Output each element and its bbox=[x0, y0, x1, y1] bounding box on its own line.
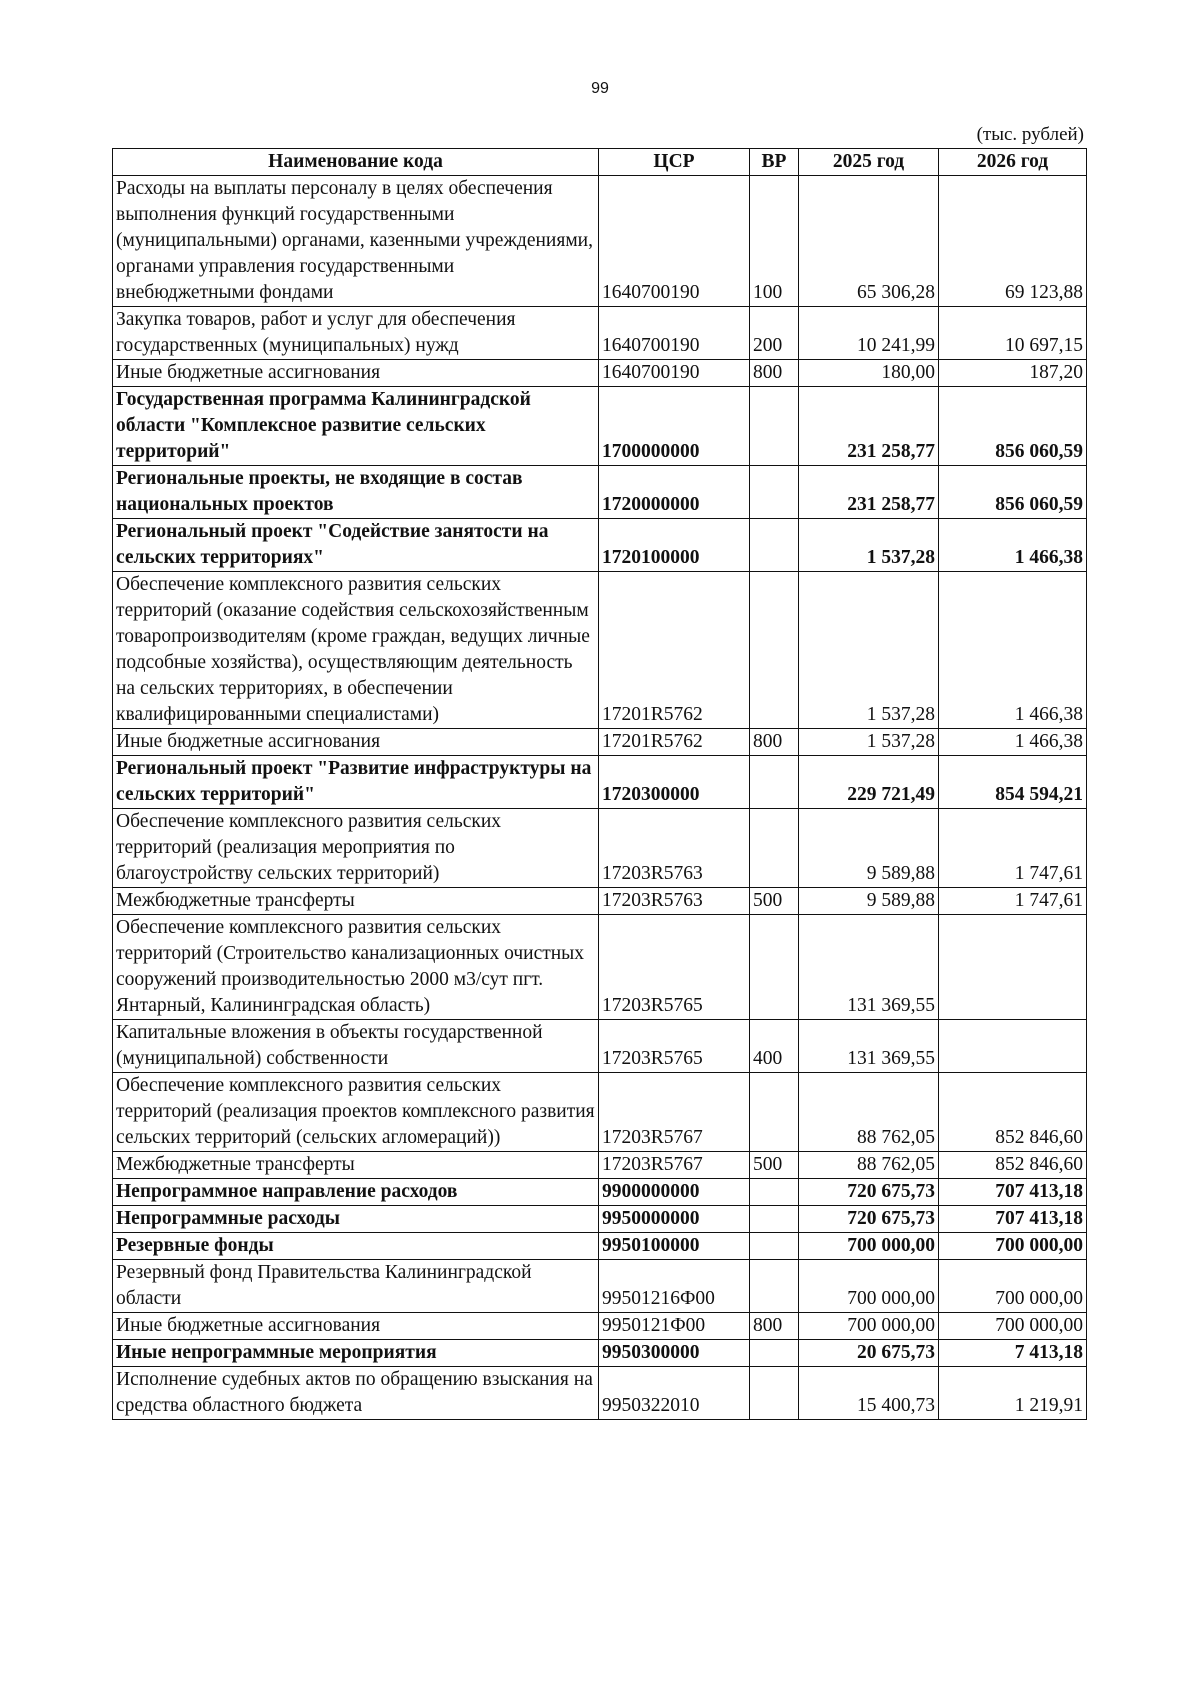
row-vr: 800 bbox=[750, 729, 799, 756]
table-row bbox=[113, 176, 1087, 307]
table-row-program bbox=[113, 387, 1087, 466]
table-row-program bbox=[113, 1233, 1087, 1260]
row-vr bbox=[750, 572, 799, 729]
row-csr: 17203R5767 bbox=[599, 1152, 750, 1179]
row-vr bbox=[750, 1260, 799, 1313]
row-2026: 852 846,60 bbox=[939, 1073, 1087, 1152]
row-vr: 800 bbox=[750, 360, 799, 387]
row-2025: 131 369,55 bbox=[799, 1020, 939, 1073]
row-2025: 1 537,28 bbox=[799, 519, 939, 572]
row-2025: 700 000,00 bbox=[799, 1313, 939, 1340]
row-2025: 9 589,88 bbox=[799, 888, 939, 915]
row-2026: 1 747,61 bbox=[939, 888, 1087, 915]
row-name: Иные бюджетные ассигнования bbox=[113, 1313, 599, 1340]
row-name: Непрограммные расходы bbox=[113, 1206, 599, 1233]
row-name: Межбюджетные трансферты bbox=[113, 888, 599, 915]
row-2025: 700 000,00 bbox=[799, 1233, 939, 1260]
row-csr: 17203R5767 bbox=[599, 1073, 750, 1152]
row-2026 bbox=[939, 1020, 1087, 1073]
row-2026: 7 413,18 bbox=[939, 1340, 1087, 1367]
row-2025: 15 400,73 bbox=[799, 1367, 939, 1420]
row-vr bbox=[750, 915, 799, 1020]
row-csr: 9950300000 bbox=[599, 1340, 750, 1367]
row-csr: 17203R5765 bbox=[599, 1020, 750, 1073]
row-csr: 1720000000 bbox=[599, 466, 750, 519]
table-row-program bbox=[113, 1206, 1087, 1233]
row-vr bbox=[750, 1340, 799, 1367]
row-2026: 707 413,18 bbox=[939, 1179, 1087, 1206]
row-2025: 1 537,28 bbox=[799, 729, 939, 756]
row-2025: 10 241,99 bbox=[799, 307, 939, 360]
row-vr bbox=[750, 1233, 799, 1260]
row-2026: 700 000,00 bbox=[939, 1233, 1087, 1260]
row-vr: 500 bbox=[750, 1152, 799, 1179]
row-name: Иные бюджетные ассигнования bbox=[113, 729, 599, 756]
row-vr bbox=[750, 809, 799, 888]
row-2026: 10 697,15 bbox=[939, 307, 1087, 360]
row-2026: 852 846,60 bbox=[939, 1152, 1087, 1179]
row-2025: 180,00 bbox=[799, 360, 939, 387]
row-2025: 229 721,49 bbox=[799, 756, 939, 809]
row-2025: 1 537,28 bbox=[799, 572, 939, 729]
row-2026: 700 000,00 bbox=[939, 1313, 1087, 1340]
row-csr: 17203R5763 bbox=[599, 888, 750, 915]
row-vr bbox=[750, 466, 799, 519]
row-name: Обеспечение комплексного развития сельских территорий (оказание содействия сельскохозяйственным товаропроизводителям (кроме граждан, ведущих личные подсобные хозяйства), осуществляющим деятельность на сельских территориях, в обеспечении квалифицированными специалистами) bbox=[113, 572, 599, 729]
table-row bbox=[113, 307, 1087, 360]
row-2025: 88 762,05 bbox=[799, 1073, 939, 1152]
row-name: Региональный проект "Содействие занятости на сельских территориях" bbox=[113, 519, 599, 572]
table-row bbox=[113, 809, 1087, 888]
row-2025: 88 762,05 bbox=[799, 1152, 939, 1179]
row-csr: 1720300000 bbox=[599, 756, 750, 809]
row-name: Иные бюджетные ассигнования bbox=[113, 360, 599, 387]
row-2025: 720 675,73 bbox=[799, 1206, 939, 1233]
row-vr: 400 bbox=[750, 1020, 799, 1073]
table-row bbox=[113, 1260, 1087, 1313]
table-row bbox=[113, 1313, 1087, 1340]
row-2026: 187,20 bbox=[939, 360, 1087, 387]
page-number: 99 bbox=[591, 80, 609, 97]
row-name: Обеспечение комплексного развития сельских территорий (Строительство канализационных очистных сооружений производительностью 2000 м3/сут пгт. Янтарный, Калининградская область) bbox=[113, 915, 599, 1020]
table-header-row bbox=[113, 149, 1087, 176]
row-vr bbox=[750, 1206, 799, 1233]
row-vr: 500 bbox=[750, 888, 799, 915]
budget-table bbox=[112, 148, 1087, 1420]
row-csr: 17203R5763 bbox=[599, 809, 750, 888]
row-2026: 856 060,59 bbox=[939, 387, 1087, 466]
row-name: Межбюджетные трансферты bbox=[113, 1152, 599, 1179]
row-2025: 131 369,55 bbox=[799, 915, 939, 1020]
row-vr bbox=[750, 1073, 799, 1152]
row-csr: 17201R5762 bbox=[599, 572, 750, 729]
row-name: Иные непрограммные мероприятия bbox=[113, 1340, 599, 1367]
table-row-program bbox=[113, 466, 1087, 519]
table-row bbox=[113, 1020, 1087, 1073]
table-row-program bbox=[113, 1340, 1087, 1367]
row-name: Обеспечение комплексного развития сельских территорий (реализация мероприятия по благоустройству сельских территорий) bbox=[113, 809, 599, 888]
row-vr: 800 bbox=[750, 1313, 799, 1340]
row-csr: 9950322010 bbox=[599, 1367, 750, 1420]
row-vr bbox=[750, 1179, 799, 1206]
row-vr: 200 bbox=[750, 307, 799, 360]
row-2026: 700 000,00 bbox=[939, 1260, 1087, 1313]
row-csr: 9950100000 bbox=[599, 1233, 750, 1260]
table-row-program bbox=[113, 519, 1087, 572]
row-2025: 231 258,77 bbox=[799, 387, 939, 466]
row-vr bbox=[750, 756, 799, 809]
row-2026: 69 123,88 bbox=[939, 176, 1087, 307]
row-name: Непрограммное направление расходов bbox=[113, 1179, 599, 1206]
table-row bbox=[113, 888, 1087, 915]
row-2026: 856 060,59 bbox=[939, 466, 1087, 519]
table-row bbox=[113, 1073, 1087, 1152]
row-vr bbox=[750, 387, 799, 466]
row-2025: 720 675,73 bbox=[799, 1179, 939, 1206]
row-2025: 700 000,00 bbox=[799, 1260, 939, 1313]
row-name: Исполнение судебных актов по обращению взыскания на средства областного бюджета bbox=[113, 1367, 599, 1420]
row-2025: 20 675,73 bbox=[799, 1340, 939, 1367]
table-row bbox=[113, 729, 1087, 756]
row-name: Закупка товаров, работ и услуг для обеспечения государственных (муниципальных) нужд bbox=[113, 307, 599, 360]
row-vr: 100 bbox=[750, 176, 799, 307]
row-csr: 1700000000 bbox=[599, 387, 750, 466]
table-row bbox=[113, 572, 1087, 729]
row-csr: 17201R5762 bbox=[599, 729, 750, 756]
row-csr: 1720100000 bbox=[599, 519, 750, 572]
row-2026 bbox=[939, 915, 1087, 1020]
header-2026: 2026 год bbox=[939, 149, 1087, 176]
row-csr: 1640700190 bbox=[599, 176, 750, 307]
row-csr: 99501216Ф00 bbox=[599, 1260, 750, 1313]
row-name: Региональные проекты, не входящие в состав национальных проектов bbox=[113, 466, 599, 519]
table-row bbox=[113, 1367, 1087, 1420]
row-2026: 1 466,38 bbox=[939, 729, 1087, 756]
row-vr bbox=[750, 1367, 799, 1420]
header-csr: ЦСР bbox=[599, 149, 750, 176]
row-csr: 9950121Ф00 bbox=[599, 1313, 750, 1340]
row-csr: 1640700190 bbox=[599, 307, 750, 360]
row-vr bbox=[750, 519, 799, 572]
header-name: Наименование кода bbox=[113, 149, 599, 176]
table-row-program bbox=[113, 756, 1087, 809]
row-2026: 707 413,18 bbox=[939, 1206, 1087, 1233]
row-2025: 231 258,77 bbox=[799, 466, 939, 519]
row-2025: 9 589,88 bbox=[799, 809, 939, 888]
header-2025: 2025 год bbox=[799, 149, 939, 176]
table-row bbox=[113, 915, 1087, 1020]
table-row bbox=[113, 360, 1087, 387]
row-csr: 9900000000 bbox=[599, 1179, 750, 1206]
row-2026: 1 466,38 bbox=[939, 572, 1087, 729]
row-csr: 17203R5765 bbox=[599, 915, 750, 1020]
row-name: Обеспечение комплексного развития сельских территорий (реализация проектов комплексного развития сельских территорий (сельских агломераций)) bbox=[113, 1073, 599, 1152]
table-row-program bbox=[113, 1179, 1087, 1206]
row-name: Резервный фонд Правительства Калининградской области bbox=[113, 1260, 599, 1313]
row-2026: 1 219,91 bbox=[939, 1367, 1087, 1420]
row-2026: 854 594,21 bbox=[939, 756, 1087, 809]
row-2026: 1 747,61 bbox=[939, 809, 1087, 888]
row-name: Региональный проект "Развитие инфраструктуры на сельских территорий" bbox=[113, 756, 599, 809]
row-csr: 1640700190 bbox=[599, 360, 750, 387]
row-2025: 65 306,28 bbox=[799, 176, 939, 307]
row-name: Капитальные вложения в объекты государственной (муниципальной) собственности bbox=[113, 1020, 599, 1073]
units-label: (тыс. рублей) bbox=[976, 124, 1084, 145]
row-2026: 1 466,38 bbox=[939, 519, 1087, 572]
row-csr: 9950000000 bbox=[599, 1206, 750, 1233]
row-name: Резервные фонды bbox=[113, 1233, 599, 1260]
table-row bbox=[113, 1152, 1087, 1179]
header-vr: ВР bbox=[750, 149, 799, 176]
row-name: Государственная программа Калининградской области "Комплексное развитие сельских территорий" bbox=[113, 387, 599, 466]
row-name: Расходы на выплаты персоналу в целях обеспечения выполнения функций государственными (муниципальными) органами, казенными учреждениями, органами управления государственными внебюджетными фондами bbox=[113, 176, 599, 307]
